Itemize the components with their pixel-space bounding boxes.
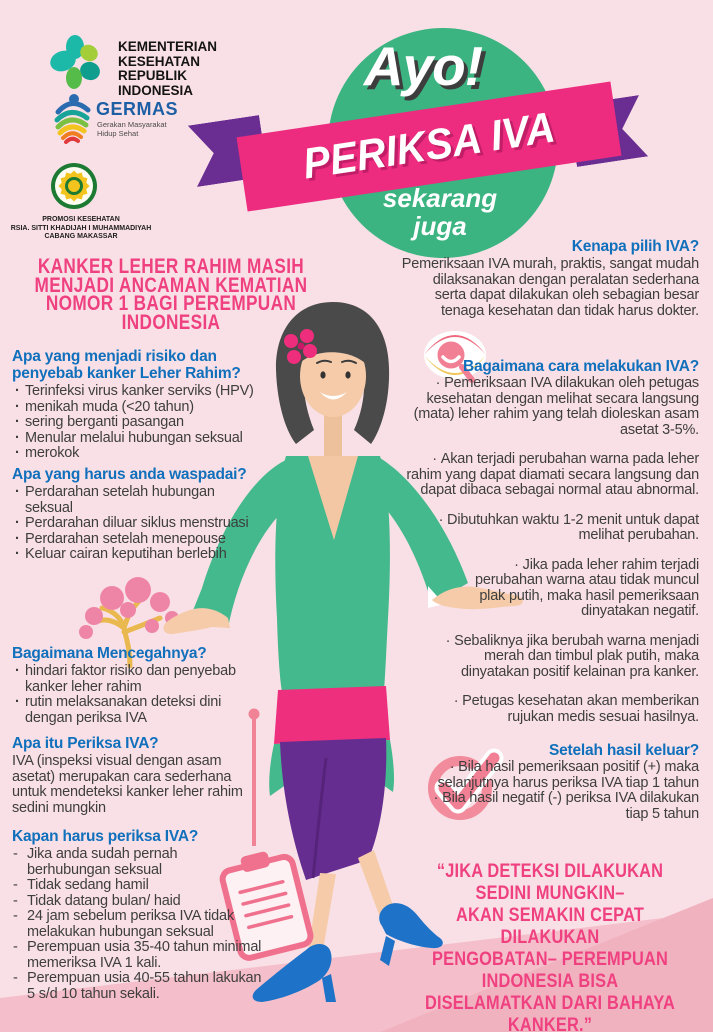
- dash-item: - Perempuan usia 35-40 tahun minimal memeriksa IVA 1 kali.: [12, 940, 264, 971]
- bullet-item: · Terinfeksi virus kanker serviks (HPV): [12, 384, 262, 400]
- section-mencegah: [12, 645, 262, 726]
- bullet-item: · Akan terjadi perubahan warna pada leher rahim yang dapat diamati secara langsung dan dapat dibaca sebagai normal atau abnormal.: [404, 452, 699, 499]
- bullet-item: · hindari faktor risiko dan penyebab kanker leher rahim: [12, 664, 262, 695]
- bullet-item: · Menular melalui hubungan seksual: [12, 431, 262, 447]
- bullet-item: · sering berganti pasangan: [12, 415, 262, 431]
- kemenkes-line: REPUBLIK: [118, 68, 188, 83]
- bullet-item: · Perdarahan diluar siklus menstruasi: [12, 516, 262, 532]
- bullet-item: · Bila hasil negatif (-) periksa IVA dilakukan tiap 5 tahun: [431, 791, 699, 822]
- germas-tagline: Gerakan Masyarakat Hidup Sehat: [97, 120, 167, 138]
- section-heading: Apa yang menjadi risiko dan penyebab kanker Leher Rahim?: [12, 348, 241, 382]
- bullet-item: · merokok: [12, 446, 262, 462]
- kemenkes-line: KESEHATAN: [118, 53, 201, 69]
- title-tagline: sekarang juga: [382, 183, 498, 241]
- dash-item: - 24 jam sebelum periksa IVA tidak melakukan hubungan seksual: [12, 909, 264, 940]
- kemenkes-logo-text: [118, 40, 217, 98]
- section-kenapa: [399, 238, 699, 319]
- title-banner-text: PERIKSA IVA: [299, 103, 558, 189]
- dash-item: - Perempuan usia 40-55 tahun lakukan 5 s/d 10 tahun sekali.: [12, 971, 264, 1002]
- bullet-item: · Keluar cairan keputihan berlebih: [12, 547, 262, 563]
- germas-logo-icon: [50, 92, 94, 144]
- section-apa-itu-iva: [12, 735, 262, 816]
- dash-item: - Jika anda sudah pernah berhubungan seksual: [12, 847, 264, 878]
- section-heading: Apa yang harus anda waspadai?: [12, 466, 247, 483]
- bullet-item: · rutin melaksanakan deteksi dini dengan periksa IVA: [12, 695, 262, 726]
- section-heading: Bagaimana Mencegahnya?: [12, 645, 207, 662]
- headline: KANKER LEHER RAHIM MASIH MENJADI ANCAMAN KEMATIAN NOMOR 1 BAGI PEREMPUAN INDONESIA: [34, 255, 308, 334]
- bullet-item: · menikah muda (<20 tahun): [12, 400, 262, 416]
- section-heading: Bagaimana cara melakukan IVA?: [463, 358, 699, 375]
- section-heading: Kapan harus periksa IVA?: [12, 828, 199, 845]
- bullet-item: · Sebaliknya jika berubah warna menjadi merah dan timbul plak putih, maka dinyatakan positif kelainan pra kanker.: [444, 634, 699, 681]
- dash-item: - Tidak datang bulan/ haid: [12, 894, 264, 910]
- bullet-item: · Petugas kesehatan akan memberikan rujukan medis sesuai hasilnya.: [404, 694, 699, 725]
- section-waspadai: [12, 466, 262, 563]
- dash-item: - Tidak sedang hamil: [12, 878, 264, 894]
- promkes-caption: PROMOSI KESEHATAN RSIA. SITTI KHADIJAH I MUHAMMADIYAH CABANG MAKASSAR: [10, 216, 152, 240]
- closing-quote: “JIKA DETEKSI DILAKUKAN SEDINI MUNGKIN– AKAN SEMAKIN CEPAT DILAKUKAN PENGOBATAN– PEREMPUAN INDONESIA BISA DISELAMATKAN DARI BAHAYA KANKER.”: [424, 860, 676, 1032]
- bullet-item: · Bila hasil pemeriksaan positif (+) maka selanjutnya harus periksa IVA tiap 1 tahun: [431, 760, 699, 791]
- section-body: IVA (inspeksi visual dengan asam asetat) merupakan cara sederhana untuk mendeteksi kanker leher rahim sedini mungkin: [12, 753, 243, 816]
- bullet-item: · Jika pada leher rahim terjadi perubahan warna atau tidak muncul plak putih, maka hasil pemeriksaan dinyatakan negatif.: [459, 558, 699, 620]
- muhammadiyah-badge-icon: [50, 162, 98, 210]
- section-body: Pemeriksaan IVA murah, praktis, sangat mudah dilaksanakan dengan peralatan sederhana serta dapat dilakukan oleh sebagian besar tenaga kesehatan dan tidak harus dokter.: [401, 256, 699, 319]
- kemenkes-logo-icon: [48, 34, 106, 92]
- section-heading: Setelah hasil keluar?: [548, 742, 699, 759]
- bullet-item: · Dibutuhkan waktu 1-2 menit untuk dapat melihat perubahan.: [404, 513, 699, 544]
- kemenkes-line: KEMENTERIAN: [118, 39, 218, 54]
- kemenkes-line: INDONESIA: [118, 82, 194, 98]
- bullet-item: · Perdarahan setelah menepouse: [12, 532, 262, 548]
- germas-logo-text: GERMAS: [96, 99, 179, 119]
- bullet-item: · Pemeriksaan IVA dilakukan oleh petugas kesehatan dengan melihat secara langsung (mata) leher rahim yang telah dioleskan asam asetat 3-5%.: [404, 376, 699, 438]
- section-setelah: [431, 742, 699, 822]
- section-heading: Apa itu Periksa IVA?: [12, 735, 159, 752]
- bullet-item: · Perdarahan setelah hubungan seksual: [12, 485, 262, 516]
- section-risiko: [12, 348, 262, 462]
- section-kapan: [12, 828, 264, 1002]
- title-ayo: Ayo!: [363, 35, 483, 97]
- section-heading: Kenapa pilih IVA?: [571, 238, 699, 255]
- section-cara: [404, 358, 699, 739]
